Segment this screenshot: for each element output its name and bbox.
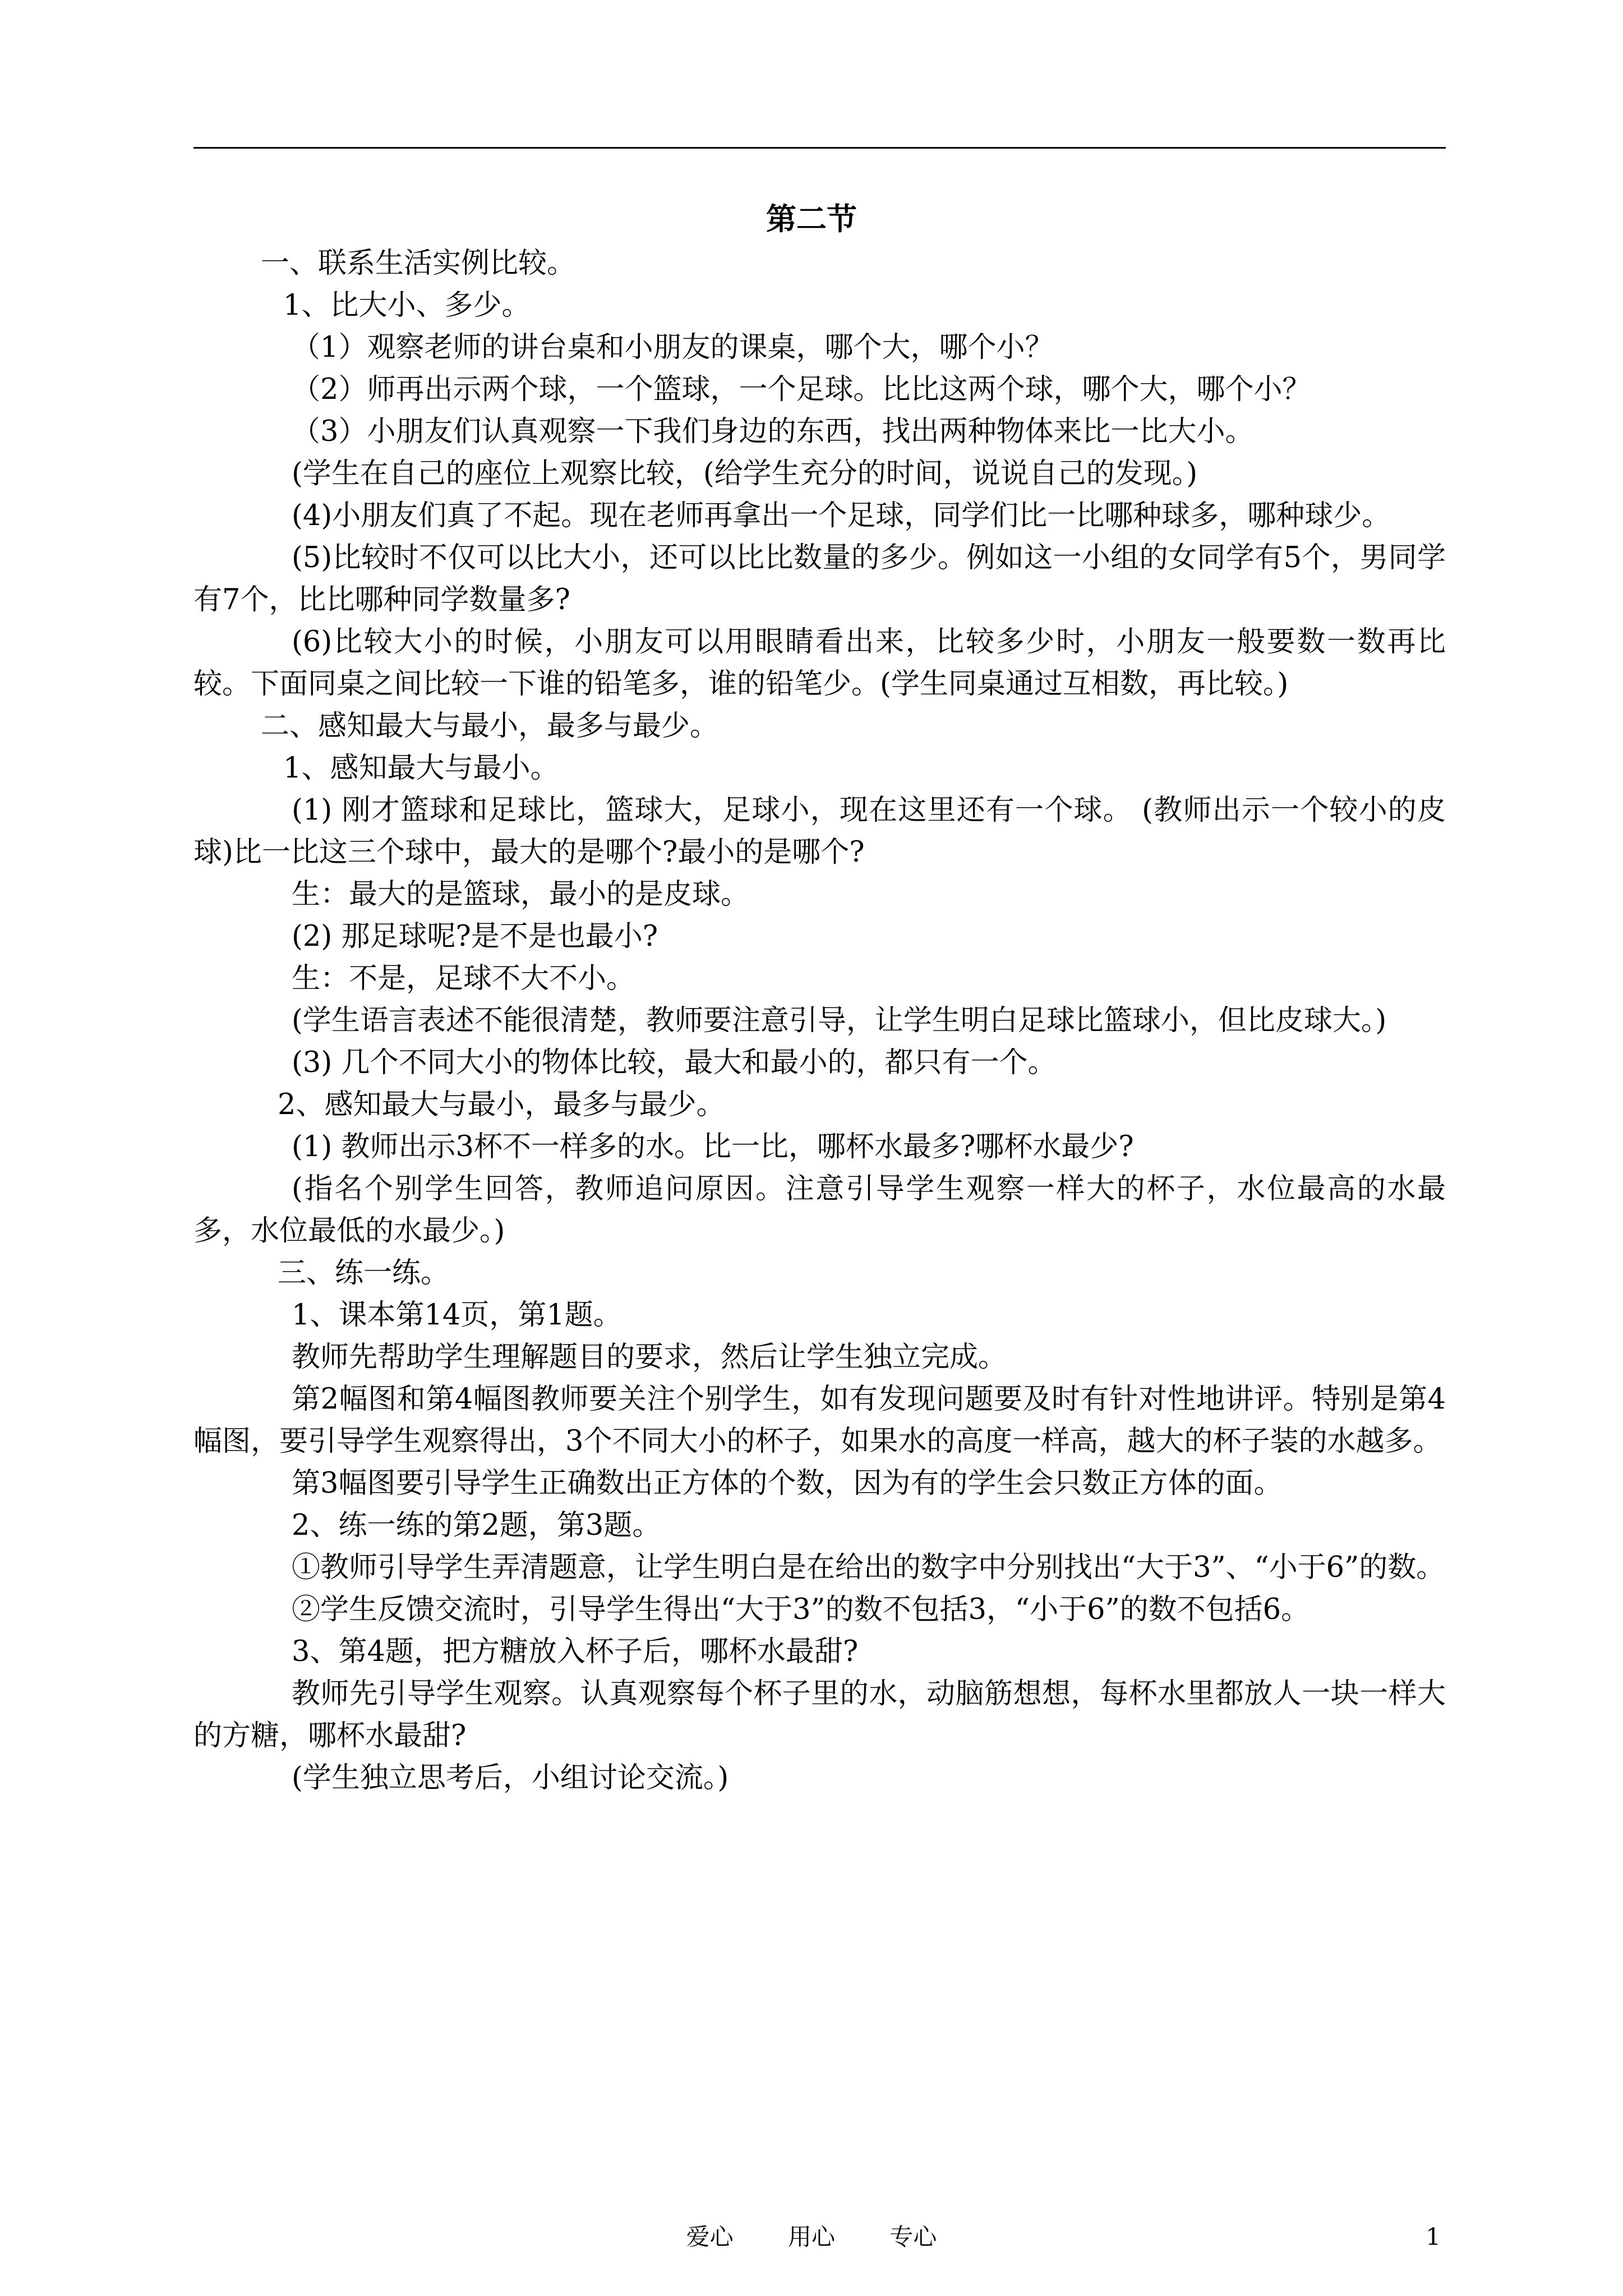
paragraph: (4)小朋友们真了不起。现在老师再拿出一个足球，同学们比一比哪种球多，哪种球少。 xyxy=(292,499,1391,532)
paragraph: 生：最大的是篮球，最小的是皮球。 xyxy=(292,878,750,911)
paragraph: 2、练一练的第2题，第3题。 xyxy=(292,1509,661,1542)
paragraph: 教师先引导学生观察。认真观察每个杯子里的水，动脑筋想想，每杯水里都放人一块一样大的方糖，哪杯水最甜? xyxy=(193,1677,1446,1752)
footer-motto-2: 用心 xyxy=(787,2223,835,2251)
paragraph: 1、课本第14页，第1题。 xyxy=(292,1299,622,1332)
page-title: 第二节 xyxy=(766,201,857,237)
paragraph: （2）师再出示两个球，一个篮球，一个足球。比比这两个球，哪个大，哪个小？ xyxy=(292,373,1311,406)
paragraph: (2) 那足球呢?是不是也最小? xyxy=(292,920,658,953)
paragraph: (1) 刚才篮球和足球比，篮球大，足球小，现在这里还有一个球。 (教师出示一个较小的皮球)比一比这三个球中，最大的是哪个?最小的是哪个? xyxy=(193,794,1446,869)
paragraph: (学生独立思考后，小组讨论交流。) xyxy=(292,1761,729,1795)
paragraph: 第2幅图和第4幅图教师要关注个别学生，如有发现问题要及时有针对性地讲评。特别是第4幅图，要引导学生观察得出，3个不同大小的杯子，如果水的高度一样高，越大的杯子装的水越多。 xyxy=(193,1383,1446,1458)
paragraph: (学生在自己的座位上观察比较，(给学生充分的时间，说说自己的发现。) xyxy=(292,457,1198,490)
paragraph: 1、感知最大与最小。 xyxy=(283,752,559,785)
paragraph: 三、练一练。 xyxy=(278,1257,450,1290)
paragraph: (5)比较时不仅可以比大小，还可以比比数量的多少。例如这一小组的女同学有5个，男同学有7个，比比哪种同学数量多? xyxy=(193,541,1446,616)
paragraph: 1、比大小、多少。 xyxy=(283,289,531,322)
paragraph: （1）观察老师的讲台桌和小朋友的课桌，哪个大，哪个小？ xyxy=(292,331,1054,364)
footer-motto-3: 专心 xyxy=(889,2223,937,2251)
paragraph: 2、感知最大与最小，最多与最少。 xyxy=(278,1088,725,1121)
paragraph: 3、第4题，把方糖放入杯子后，哪杯水最甜? xyxy=(292,1635,859,1668)
paragraph: ①教师引导学生弄清题意，让学生明白是在给出的数字中分别找出“大于3”、“小于6”的数。 xyxy=(292,1551,1445,1584)
footer-motto-1: 爱心 xyxy=(686,2223,734,2251)
paragraph: 二、感知最大与最小，最多与最少。 xyxy=(261,710,719,743)
page-number: 1 xyxy=(1426,2223,1441,2251)
paragraph: (学生语言表述不能很清楚，教师要注意引导，让学生明白足球比篮球小，但比皮球大。) xyxy=(292,1004,1387,1037)
paragraph: ②学生反馈交流时，引导学生得出“大于3”的数不包括3，“小于6”的数不包括6。 xyxy=(292,1593,1310,1626)
paragraph: （3）小朋友们认真观察一下我们身边的东西，找出两种物体来比一比大小。 xyxy=(292,415,1254,448)
paragraph: (6)比较大小的时候，小朋友可以用眼睛看出来，比较多少时，小朋友一般要数一数再比较。下面同桌之间比较一下谁的铅笔多，谁的铅笔少。(学生同桌通过互相数，再比较。) xyxy=(193,625,1446,701)
paragraph: 教师先帮助学生理解题目的要求，然后让学生独立完成。 xyxy=(292,1341,1007,1374)
header-rule xyxy=(193,147,1446,149)
paragraph: 一、联系生活实例比较。 xyxy=(261,247,576,280)
paragraph: 生：不是，足球不大不小。 xyxy=(292,962,635,995)
paragraph: 第3幅图要引导学生正确数出正方体的个数，因为有的学生会只数正方体的面。 xyxy=(292,1467,1283,1500)
paragraph: (3) 几个不同大小的物体比较，最大和最小的，都只有一个。 xyxy=(292,1046,1057,1079)
document-body xyxy=(193,242,1446,1799)
paragraph: (1) 教师出示3杯不一样多的水。比一比，哪杯水最多?哪杯水最少? xyxy=(292,1130,1134,1163)
paragraph: (指名个别学生回答，教师追问原因。注意引导学生观察一样大的杯子，水位最高的水最多，水位最低的水最少。) xyxy=(193,1172,1446,1248)
footer-motto xyxy=(0,2220,1623,2254)
